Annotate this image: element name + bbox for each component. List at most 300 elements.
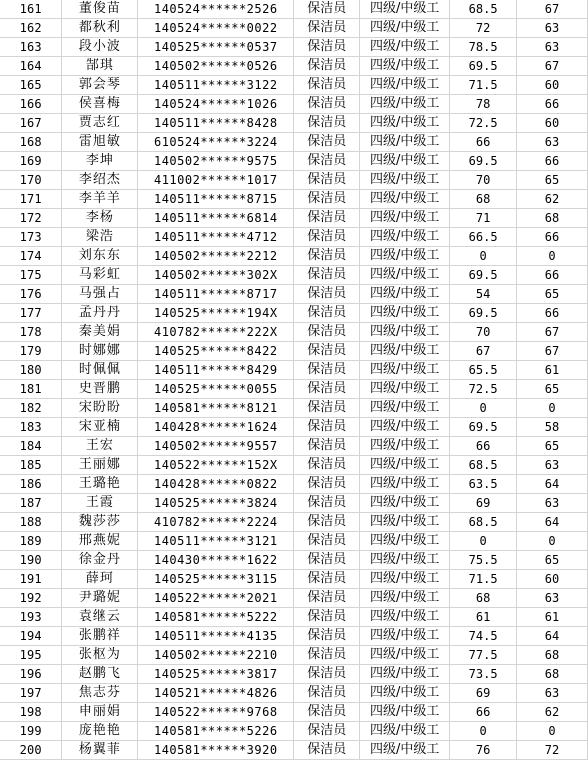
- name-cell: 申丽娟: [62, 703, 138, 722]
- row-number-cell: 196: [0, 665, 62, 684]
- row-number-cell: 173: [0, 228, 62, 247]
- theory-score-cell: 68: [450, 190, 517, 209]
- id-number-cell: 140511******4135: [138, 627, 294, 646]
- occupation-cell: 保洁员: [294, 95, 360, 114]
- practical-score-cell: 67: [517, 0, 588, 19]
- table-row: [0, 266, 588, 285]
- name-cell: 魏莎莎: [62, 513, 138, 532]
- occupation-cell: 保洁员: [294, 703, 360, 722]
- occupation-cell: 保洁员: [294, 114, 360, 133]
- occupation-cell: 保洁员: [294, 190, 360, 209]
- id-number-cell: 140511******4712: [138, 228, 294, 247]
- name-cell: 王丽娜: [62, 456, 138, 475]
- theory-score-cell: 77.5: [450, 646, 517, 665]
- occupation-cell: 保洁员: [294, 152, 360, 171]
- practical-score-cell: 60: [517, 76, 588, 95]
- id-number-cell: 411002******1017: [138, 171, 294, 190]
- practical-score-cell: 67: [517, 57, 588, 76]
- theory-score-cell: 69.5: [450, 152, 517, 171]
- theory-score-cell: 71: [450, 209, 517, 228]
- table-row: [0, 19, 588, 38]
- level-cell: 四级/中级工: [360, 247, 450, 266]
- practical-score-cell: 66: [517, 152, 588, 171]
- row-number-cell: 161: [0, 0, 62, 19]
- table-row: [0, 38, 588, 57]
- level-cell: 四级/中级工: [360, 285, 450, 304]
- practical-score-cell: 67: [517, 323, 588, 342]
- row-number-cell: 180: [0, 361, 62, 380]
- id-number-cell: 140511******8715: [138, 190, 294, 209]
- occupation-cell: 保洁员: [294, 722, 360, 741]
- occupation-cell: 保洁员: [294, 456, 360, 475]
- level-cell: 四级/中级工: [360, 114, 450, 133]
- occupation-cell: 保洁员: [294, 285, 360, 304]
- id-number-cell: 140521******4826: [138, 684, 294, 703]
- id-number-cell: 140524******0022: [138, 19, 294, 38]
- occupation-cell: 保洁员: [294, 513, 360, 532]
- name-cell: 郜琪: [62, 57, 138, 76]
- level-cell: 四级/中级工: [360, 266, 450, 285]
- row-number-cell: 170: [0, 171, 62, 190]
- practical-score-cell: 63: [517, 19, 588, 38]
- id-number-cell: 140502******9557: [138, 437, 294, 456]
- id-number-cell: 140511******6814: [138, 209, 294, 228]
- occupation-cell: 保洁员: [294, 361, 360, 380]
- theory-score-cell: 63.5: [450, 475, 517, 494]
- level-cell: 四级/中级工: [360, 380, 450, 399]
- id-number-cell: 140502******9575: [138, 152, 294, 171]
- practical-score-cell: 66: [517, 228, 588, 247]
- name-cell: 梁浩: [62, 228, 138, 247]
- name-cell: 董俊苗: [62, 0, 138, 19]
- theory-score-cell: 68.5: [450, 513, 517, 532]
- theory-score-cell: 66: [450, 703, 517, 722]
- table-row: [0, 608, 588, 627]
- occupation-cell: 保洁员: [294, 646, 360, 665]
- level-cell: 四级/中级工: [360, 304, 450, 323]
- id-number-cell: 140502******302X: [138, 266, 294, 285]
- practical-score-cell: 65: [517, 285, 588, 304]
- table-row: [0, 304, 588, 323]
- name-cell: 史晋鹏: [62, 380, 138, 399]
- level-cell: 四级/中级工: [360, 76, 450, 95]
- row-number-cell: 190: [0, 551, 62, 570]
- id-number-cell: 140428******0822: [138, 475, 294, 494]
- practical-score-cell: 0: [517, 399, 588, 418]
- table-row: [0, 570, 588, 589]
- occupation-cell: 保洁员: [294, 304, 360, 323]
- name-cell: 宋亚楠: [62, 418, 138, 437]
- name-cell: 宋盼盼: [62, 399, 138, 418]
- level-cell: 四级/中级工: [360, 646, 450, 665]
- theory-score-cell: 69.5: [450, 304, 517, 323]
- occupation-cell: 保洁员: [294, 437, 360, 456]
- row-number-cell: 191: [0, 570, 62, 589]
- name-cell: 时娜娜: [62, 342, 138, 361]
- name-cell: 薛珂: [62, 570, 138, 589]
- occupation-cell: 保洁员: [294, 741, 360, 760]
- table-row: [0, 475, 588, 494]
- id-number-cell: 140524******1026: [138, 95, 294, 114]
- table-row: [0, 665, 588, 684]
- practical-score-cell: 63: [517, 684, 588, 703]
- row-number-cell: 186: [0, 475, 62, 494]
- practical-score-cell: 60: [517, 114, 588, 133]
- table-row: [0, 228, 588, 247]
- id-number-cell: 140430******1622: [138, 551, 294, 570]
- table-row: [0, 703, 588, 722]
- theory-score-cell: 68: [450, 589, 517, 608]
- name-cell: 李羊羊: [62, 190, 138, 209]
- theory-score-cell: 0: [450, 247, 517, 266]
- occupation-cell: 保洁员: [294, 19, 360, 38]
- level-cell: 四级/中级工: [360, 57, 450, 76]
- name-cell: 贾志红: [62, 114, 138, 133]
- name-cell: 孟丹丹: [62, 304, 138, 323]
- practical-score-cell: 62: [517, 703, 588, 722]
- row-number-cell: 164: [0, 57, 62, 76]
- table-row: [0, 0, 588, 19]
- theory-score-cell: 0: [450, 399, 517, 418]
- name-cell: 都秋利: [62, 19, 138, 38]
- level-cell: 四级/中级工: [360, 361, 450, 380]
- occupation-cell: 保洁员: [294, 342, 360, 361]
- practical-score-cell: 63: [517, 133, 588, 152]
- practical-score-cell: 64: [517, 475, 588, 494]
- row-number-cell: 192: [0, 589, 62, 608]
- level-cell: 四级/中级工: [360, 399, 450, 418]
- row-number-cell: 176: [0, 285, 62, 304]
- practical-score-cell: 63: [517, 38, 588, 57]
- level-cell: 四级/中级工: [360, 437, 450, 456]
- table-row: [0, 209, 588, 228]
- table-row: [0, 646, 588, 665]
- level-cell: 四级/中级工: [360, 0, 450, 19]
- occupation-cell: 保洁员: [294, 247, 360, 266]
- id-number-cell: 140581******3920: [138, 741, 294, 760]
- name-cell: 袁继云: [62, 608, 138, 627]
- occupation-cell: 保洁员: [294, 475, 360, 494]
- row-number-cell: 199: [0, 722, 62, 741]
- row-number-cell: 200: [0, 741, 62, 760]
- level-cell: 四级/中级工: [360, 513, 450, 532]
- practical-score-cell: 60: [517, 570, 588, 589]
- occupation-cell: 保洁员: [294, 133, 360, 152]
- level-cell: 四级/中级工: [360, 95, 450, 114]
- level-cell: 四级/中级工: [360, 608, 450, 627]
- row-number-cell: 181: [0, 380, 62, 399]
- id-number-cell: 140524******2526: [138, 0, 294, 19]
- occupation-cell: 保洁员: [294, 570, 360, 589]
- level-cell: 四级/中级工: [360, 627, 450, 646]
- practical-score-cell: 63: [517, 494, 588, 513]
- table-row: [0, 551, 588, 570]
- theory-score-cell: 69.5: [450, 57, 517, 76]
- id-number-cell: 140428******1624: [138, 418, 294, 437]
- id-number-cell: 140581******8121: [138, 399, 294, 418]
- row-number-cell: 183: [0, 418, 62, 437]
- name-cell: 张枢为: [62, 646, 138, 665]
- table-row: [0, 380, 588, 399]
- theory-score-cell: 70: [450, 323, 517, 342]
- practical-score-cell: 61: [517, 608, 588, 627]
- table-row: [0, 114, 588, 133]
- occupation-cell: 保洁员: [294, 266, 360, 285]
- id-number-cell: 140511******8429: [138, 361, 294, 380]
- practical-score-cell: 64: [517, 513, 588, 532]
- name-cell: 马强占: [62, 285, 138, 304]
- practical-score-cell: 0: [517, 532, 588, 551]
- level-cell: 四级/中级工: [360, 38, 450, 57]
- practical-score-cell: 65: [517, 551, 588, 570]
- table-row: [0, 342, 588, 361]
- practical-score-cell: 68: [517, 209, 588, 228]
- occupation-cell: 保洁员: [294, 684, 360, 703]
- theory-score-cell: 69: [450, 494, 517, 513]
- level-cell: 四级/中级工: [360, 190, 450, 209]
- practical-score-cell: 66: [517, 266, 588, 285]
- practical-score-cell: 0: [517, 247, 588, 266]
- name-cell: 王宏: [62, 437, 138, 456]
- theory-score-cell: 69.5: [450, 266, 517, 285]
- level-cell: 四级/中级工: [360, 171, 450, 190]
- theory-score-cell: 67: [450, 342, 517, 361]
- table-row: [0, 741, 588, 760]
- practical-score-cell: 58: [517, 418, 588, 437]
- name-cell: 王璐艳: [62, 475, 138, 494]
- id-number-cell: 140525******3115: [138, 570, 294, 589]
- row-number-cell: 189: [0, 532, 62, 551]
- theory-score-cell: 66: [450, 133, 517, 152]
- row-number-cell: 172: [0, 209, 62, 228]
- theory-score-cell: 73.5: [450, 665, 517, 684]
- level-cell: 四级/中级工: [360, 551, 450, 570]
- theory-score-cell: 0: [450, 722, 517, 741]
- level-cell: 四级/中级工: [360, 684, 450, 703]
- theory-score-cell: 66.5: [450, 228, 517, 247]
- id-number-cell: 140522******9768: [138, 703, 294, 722]
- row-number-cell: 163: [0, 38, 62, 57]
- practical-score-cell: 63: [517, 456, 588, 475]
- occupation-cell: 保洁员: [294, 399, 360, 418]
- row-number-cell: 166: [0, 95, 62, 114]
- practical-score-cell: 66: [517, 95, 588, 114]
- name-cell: 郭会琴: [62, 76, 138, 95]
- occupation-cell: 保洁员: [294, 0, 360, 19]
- table-row: [0, 247, 588, 266]
- name-cell: 雷旭敏: [62, 133, 138, 152]
- name-cell: 李绍杰: [62, 171, 138, 190]
- occupation-cell: 保洁员: [294, 380, 360, 399]
- practical-score-cell: 64: [517, 627, 588, 646]
- occupation-cell: 保洁员: [294, 418, 360, 437]
- occupation-cell: 保洁员: [294, 209, 360, 228]
- theory-score-cell: 69: [450, 684, 517, 703]
- name-cell: 李坤: [62, 152, 138, 171]
- practical-score-cell: 65: [517, 171, 588, 190]
- id-number-cell: 140581******5226: [138, 722, 294, 741]
- id-number-cell: 140502******2210: [138, 646, 294, 665]
- table-row: [0, 399, 588, 418]
- occupation-cell: 保洁员: [294, 38, 360, 57]
- theory-score-cell: 78: [450, 95, 517, 114]
- row-number-cell: 168: [0, 133, 62, 152]
- name-cell: 时佩佩: [62, 361, 138, 380]
- name-cell: 侯喜梅: [62, 95, 138, 114]
- level-cell: 四级/中级工: [360, 342, 450, 361]
- level-cell: 四级/中级工: [360, 475, 450, 494]
- row-number-cell: 193: [0, 608, 62, 627]
- theory-score-cell: 72.5: [450, 380, 517, 399]
- theory-score-cell: 75.5: [450, 551, 517, 570]
- theory-score-cell: 72.5: [450, 114, 517, 133]
- table-row: [0, 190, 588, 209]
- name-cell: 赵鹏飞: [62, 665, 138, 684]
- theory-score-cell: 74.5: [450, 627, 517, 646]
- theory-score-cell: 61: [450, 608, 517, 627]
- row-number-cell: 197: [0, 684, 62, 703]
- theory-score-cell: 66: [450, 437, 517, 456]
- theory-score-cell: 78.5: [450, 38, 517, 57]
- level-cell: 四级/中级工: [360, 722, 450, 741]
- row-number-cell: 182: [0, 399, 62, 418]
- table-row: [0, 95, 588, 114]
- table-row: [0, 418, 588, 437]
- level-cell: 四级/中级工: [360, 228, 450, 247]
- level-cell: 四级/中级工: [360, 418, 450, 437]
- theory-score-cell: 54: [450, 285, 517, 304]
- id-number-cell: 140522******152X: [138, 456, 294, 475]
- id-number-cell: 140525******0055: [138, 380, 294, 399]
- table-row: [0, 494, 588, 513]
- practical-score-cell: 62: [517, 190, 588, 209]
- practical-score-cell: 67: [517, 342, 588, 361]
- level-cell: 四级/中级工: [360, 703, 450, 722]
- theory-score-cell: 71.5: [450, 570, 517, 589]
- id-number-cell: 610524******3224: [138, 133, 294, 152]
- id-number-cell: 140525******194X: [138, 304, 294, 323]
- row-number-cell: 179: [0, 342, 62, 361]
- id-number-cell: 410782******2224: [138, 513, 294, 532]
- id-number-cell: 140511******3121: [138, 532, 294, 551]
- level-cell: 四级/中级工: [360, 665, 450, 684]
- id-number-cell: 140581******5222: [138, 608, 294, 627]
- theory-score-cell: 69.5: [450, 418, 517, 437]
- name-cell: 李杨: [62, 209, 138, 228]
- name-cell: 秦美娟: [62, 323, 138, 342]
- id-number-cell: 140502******2212: [138, 247, 294, 266]
- table-row: [0, 589, 588, 608]
- level-cell: 四级/中级工: [360, 323, 450, 342]
- level-cell: 四级/中级工: [360, 570, 450, 589]
- row-number-cell: 185: [0, 456, 62, 475]
- table-row: [0, 361, 588, 380]
- row-number-cell: 177: [0, 304, 62, 323]
- id-number-cell: 140511******3122: [138, 76, 294, 95]
- table-row: [0, 323, 588, 342]
- id-number-cell: 140525******3824: [138, 494, 294, 513]
- id-number-cell: 140525******0537: [138, 38, 294, 57]
- name-cell: 马彩虹: [62, 266, 138, 285]
- name-cell: 尹璐妮: [62, 589, 138, 608]
- id-number-cell: 140511******8428: [138, 114, 294, 133]
- practical-score-cell: 68: [517, 665, 588, 684]
- theory-score-cell: 76: [450, 741, 517, 760]
- level-cell: 四级/中级工: [360, 152, 450, 171]
- id-number-cell: 140525******8422: [138, 342, 294, 361]
- row-number-cell: 194: [0, 627, 62, 646]
- occupation-cell: 保洁员: [294, 57, 360, 76]
- table-row: [0, 57, 588, 76]
- name-cell: 焦志芬: [62, 684, 138, 703]
- occupation-cell: 保洁员: [294, 532, 360, 551]
- table-row: [0, 627, 588, 646]
- level-cell: 四级/中级工: [360, 532, 450, 551]
- occupation-cell: 保洁员: [294, 589, 360, 608]
- theory-score-cell: 70: [450, 171, 517, 190]
- table-row: [0, 456, 588, 475]
- name-cell: 张鹏祥: [62, 627, 138, 646]
- occupation-cell: 保洁员: [294, 76, 360, 95]
- table-row: [0, 684, 588, 703]
- table-row: [0, 532, 588, 551]
- practical-score-cell: 65: [517, 380, 588, 399]
- table-row: [0, 285, 588, 304]
- level-cell: 四级/中级工: [360, 494, 450, 513]
- occupation-cell: 保洁员: [294, 323, 360, 342]
- table-row: [0, 437, 588, 456]
- name-cell: 徐金丹: [62, 551, 138, 570]
- level-cell: 四级/中级工: [360, 209, 450, 228]
- id-number-cell: 410782******222X: [138, 323, 294, 342]
- theory-score-cell: 68.5: [450, 0, 517, 19]
- occupation-cell: 保洁员: [294, 171, 360, 190]
- table-row: [0, 133, 588, 152]
- table-row: [0, 152, 588, 171]
- id-number-cell: 140525******3817: [138, 665, 294, 684]
- table-row: [0, 513, 588, 532]
- practical-score-cell: 66: [517, 304, 588, 323]
- row-number-cell: 167: [0, 114, 62, 133]
- id-number-cell: 140511******8717: [138, 285, 294, 304]
- name-cell: 段小波: [62, 38, 138, 57]
- name-cell: 邢燕妮: [62, 532, 138, 551]
- table-row: [0, 722, 588, 741]
- table-row: [0, 76, 588, 95]
- name-cell: 王霞: [62, 494, 138, 513]
- row-number-cell: 174: [0, 247, 62, 266]
- practical-score-cell: 0: [517, 722, 588, 741]
- occupation-cell: 保洁员: [294, 228, 360, 247]
- practical-score-cell: 68: [517, 646, 588, 665]
- table-row: [0, 171, 588, 190]
- row-number-cell: 195: [0, 646, 62, 665]
- row-number-cell: 187: [0, 494, 62, 513]
- name-cell: 刘东东: [62, 247, 138, 266]
- row-number-cell: 171: [0, 190, 62, 209]
- level-cell: 四级/中级工: [360, 589, 450, 608]
- occupation-cell: 保洁员: [294, 608, 360, 627]
- row-number-cell: 175: [0, 266, 62, 285]
- theory-score-cell: 71.5: [450, 76, 517, 95]
- row-number-cell: 184: [0, 437, 62, 456]
- occupation-cell: 保洁员: [294, 627, 360, 646]
- row-number-cell: 162: [0, 19, 62, 38]
- occupation-cell: 保洁员: [294, 494, 360, 513]
- level-cell: 四级/中级工: [360, 19, 450, 38]
- level-cell: 四级/中级工: [360, 456, 450, 475]
- row-number-cell: 198: [0, 703, 62, 722]
